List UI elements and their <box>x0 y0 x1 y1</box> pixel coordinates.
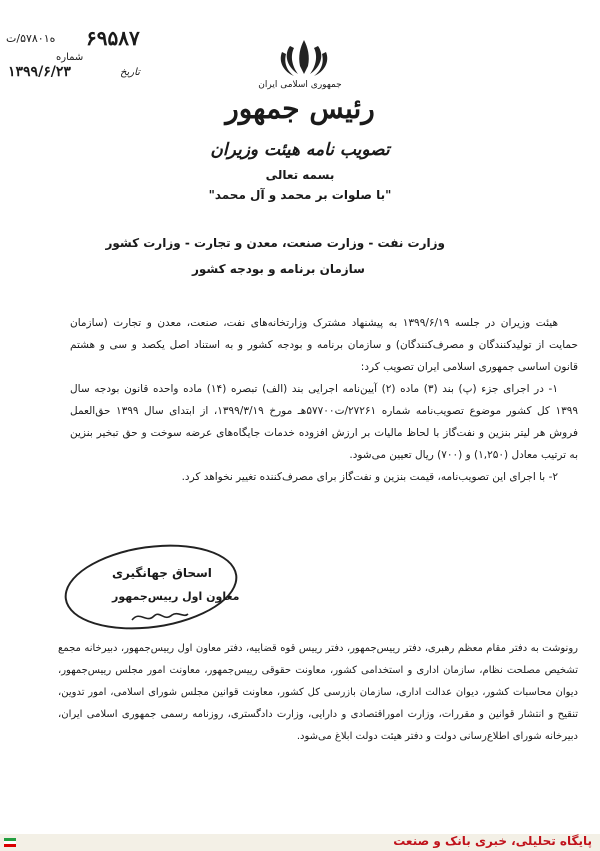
republic-label: جمهوری اسلامی ایران <box>258 80 342 90</box>
signatory-title: معاون اول رییس‌جمهور <box>112 590 240 603</box>
letter-number-small: ه۵۷۸۰۱/ت <box>6 32 56 45</box>
decree-item-1: ۱- در اجرای جزء (پ) بند (۳) ماده (۲) آیین‌نامه اجرایی بند (الف) تبصره (۱۴) ماده واحده قانون بودجه سال ۱۳۹۹ کل کشور موضوع تصویب‌نامه شماره ۲۷۲۶۱/ت۵۷۷۰۰هـ مورخ ۱۳۹۹/۳/۱۹، از ابتدای سال ۱۳۹۹ حق‌العمل فروش هر لیتر بنزین و نفت‌گاز با لحاظ مالیات بر ارزش افزوده خدمات جایگاه‌های عرضه سوخت و حق تبخیر بنزین به ترتیب معادل (۱,۲۵۰) و (۷۰۰) ریال تعیین می‌شود. <box>70 383 579 461</box>
number-label: شماره <box>56 52 84 63</box>
letter-number-stamp: ۶۹۵۸۷ <box>86 26 140 50</box>
signatory-name: اسحاق جهانگیری <box>112 566 212 580</box>
handwritten-signature <box>130 606 190 626</box>
letter-date: ۱۳۹۹/۶/۲۳ <box>8 64 71 80</box>
presidency-title: رئیس جمهور <box>225 92 375 125</box>
iran-emblem-icon <box>276 36 332 80</box>
recipients-line-2: سازمان برنامه و بودجه کشور <box>192 262 365 276</box>
flag-icon <box>4 838 16 847</box>
recipients-line-1: وزارت نفت - وزارت صنعت، معدن و تجارت - وزارت کشور <box>105 236 445 250</box>
decree-intro: هیئت وزیران در جلسه ۱۳۹۹/۶/۱۹ به پیشنهاد مشترک وزارتخانه‌های نفت، صنعت، معدن و تجارت (سازمان حمایت از تولیدکنندگان و مصرف‌کنندگان) و سازمان برنامه و بودجه کشور و به استناد اصل یکصد و سی و هشتم قانون اساسی جمهوری اسلامی ایران تصویب کرد: <box>70 317 578 373</box>
bismillah: بسمه تعالی <box>265 168 335 182</box>
decree-body <box>70 312 578 488</box>
cabinet-decree-title: تصویب نامه هیئت وزیران <box>210 140 390 160</box>
date-label: تاریخ <box>120 67 140 78</box>
decree-item-2: ۲- با اجرای این تصویب‌نامه، قیمت بنزین و نفت‌گاز برای مصرف‌کننده تغییر نخواهد کرد. <box>181 471 558 483</box>
salawat: "با صلوات بر محمد و آل محمد" <box>208 188 392 202</box>
copies-distribution: رونوشت به دفتر مقام معظم رهبری، دفتر رییس‌جمهور، دفتر رییس قوه قضاییه، دفتر معاون اول رییس‌جمهور، دبیرخانه مجمع تشخیص مصلحت نظام، سازمان اداری و استخدامی کشور، معاونت حقوقی رییس‌جمهور، معاونت امور مجلس رییس‌جمهور، دیوان محاسبات کشور، دیوان عدالت اداری، سازمان بازرسی کل کشور، معاونت قوانین مجلس شورای اسلامی، امور تدوین، تنقیح و انتشار قوانین و مقررات، وزارت اموراقتصادی و دارایی، وزارت دادگستری، روزنامه رسمی جمهوری اسلامی ایران، دبیرخانه شورای اطلاع‌رسانی دولت و دفتر هیئت دولت ابلاغ می‌شود. <box>58 643 578 742</box>
footer-site-name[interactable]: پایگاه تحلیلی، خبری بانک و صنعت <box>393 834 592 848</box>
